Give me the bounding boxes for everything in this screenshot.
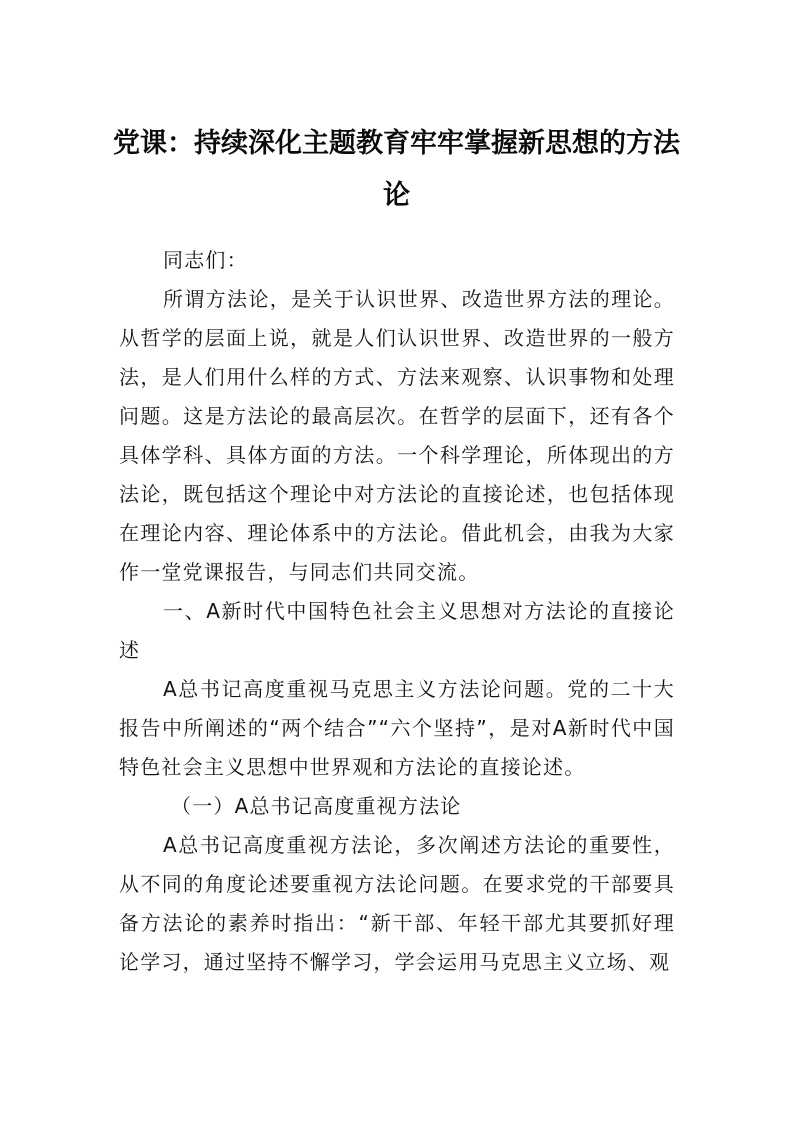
salutation: 同志们：	[163, 248, 248, 272]
paragraph-section-1: A总书记高度重视马克思主义方法论问题。党的二十大报告中所阐述的“两个结合”“六个坚持”，是对A新时代中国特色社会主义思想中世界观和方法论的直接论述。	[119, 677, 675, 779]
document-title: 党课：持续深化主题教育牢牢掌握新思想的方法论	[113, 128, 680, 211]
subsection-heading-1: （一）A总书记高度重视方法论	[171, 794, 462, 818]
document-body	[119, 241, 675, 982]
paragraph-intro: 所谓方法论，是关于认识世界、改造世界方法的理论。从哲学的层面上说，就是人们认识世界、改造世界的一般方法，是人们用什么样的方式、方法来观察、认识事物和处理问题。这是方法论的最高层次。在哲学的层面下，还有各个具体学科、具体方面的方法。一个科学理论，所体现出的方法论，既包括这个理论中对方法论的直接论述，也包括体现在理论内容、理论体系中的方法论。借此机会，由我为大家作一堂党课报告，与同志们共同交流。	[119, 287, 675, 584]
paragraph-subsection-1: A总书记高度重视方法论，多次阐述方法论的重要性，从不同的角度论述要重视方法论问题。在要求党的干部要具备方法论的素养时指出：“新干部、年轻干部尤其要抓好理论学习，通过坚持不懈学习，学会运用马克思主义立场、观	[119, 833, 675, 974]
section-heading-1: 一、A新时代中国特色社会主义思想对方法论的直接论述	[119, 599, 675, 662]
